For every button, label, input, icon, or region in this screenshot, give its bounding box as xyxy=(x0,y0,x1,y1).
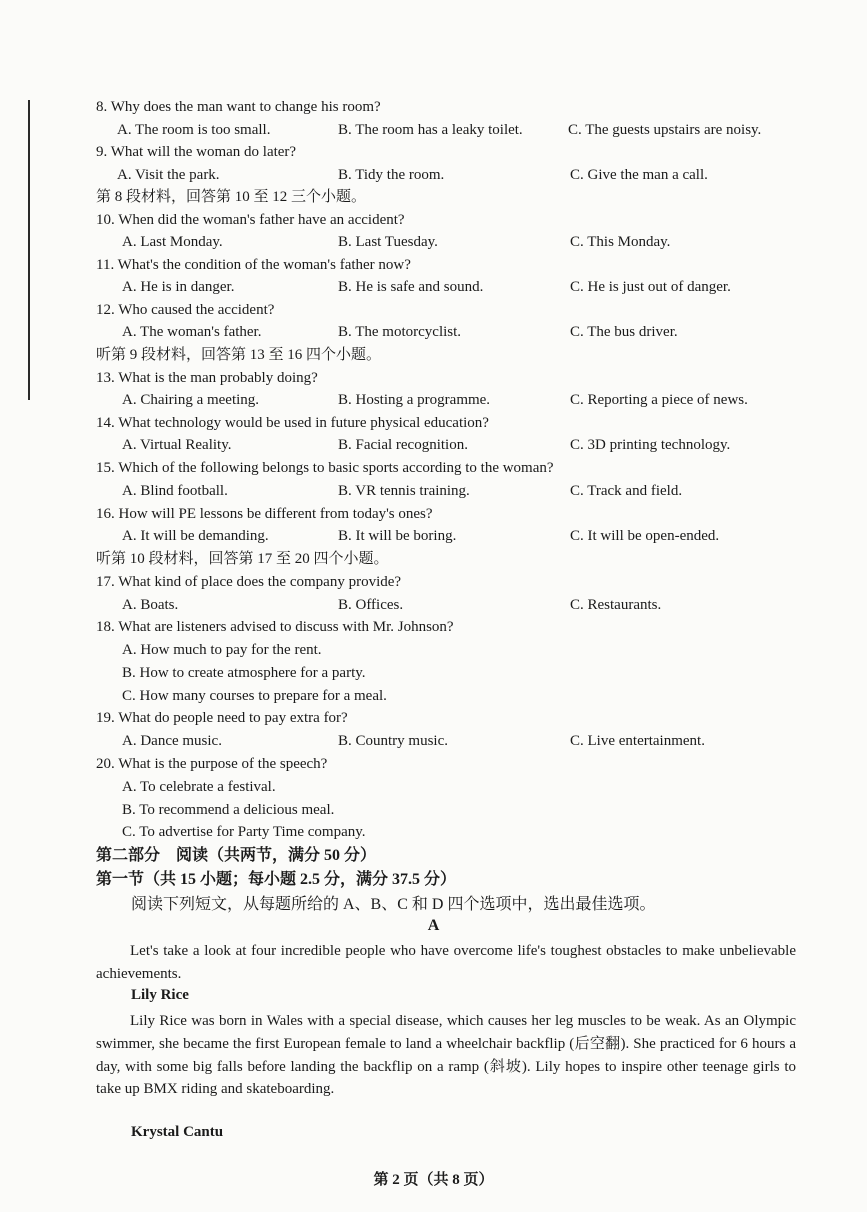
option-c: C. This Monday. xyxy=(570,234,671,250)
option-b: B. It will be boring. xyxy=(338,528,457,544)
option-b: B. Tidy the room. xyxy=(338,167,445,183)
question-10-stem: 10. When did the woman's father have an accident? xyxy=(96,212,405,228)
option-a: A. Blind football. xyxy=(122,483,228,499)
binding-margin-line xyxy=(28,100,30,400)
option-a: A. Chairing a meeting. xyxy=(122,392,260,408)
option-c: C. It will be open-ended. xyxy=(570,528,720,544)
option-a: A. Visit the park. xyxy=(117,167,220,183)
option-a: A. How much to pay for the rent. xyxy=(122,642,322,658)
option-c: C. Live entertainment. xyxy=(570,733,705,749)
question-14-stem: 14. What technology would be used in future physical education? xyxy=(96,415,489,431)
reading-instruction: 阅读下列短文，从每题所给的 A、B、C 和 D 四个选项中，选出最佳选项。 xyxy=(131,896,656,913)
passage-letter: A xyxy=(427,917,440,934)
option-c: C. Restaurants. xyxy=(570,597,662,613)
option-b: B. Facial recognition. xyxy=(338,437,468,453)
option-c: C. The guests upstairs are noisy. xyxy=(568,122,762,138)
question-20-stem: 20. What is the purpose of the speech? xyxy=(96,756,328,772)
question-12-stem: 12. Who caused the accident? xyxy=(96,302,275,318)
section-10-heading: 听第 10 段材料，回答第 17 至 20 四个小题。 xyxy=(96,551,389,567)
option-c: C. 3D printing technology. xyxy=(570,437,731,453)
option-a: A. To celebrate a festival. xyxy=(122,779,276,795)
question-17-stem: 17. What kind of place does the company provide? xyxy=(96,574,402,590)
option-b: B. Last Tuesday. xyxy=(338,234,438,250)
passage-intro: Let's take a look at four incredible people who have overcome life's toughest obstacles to make unbelievable achievements. xyxy=(96,943,796,982)
option-a: A. The room is too small. xyxy=(117,122,271,138)
question-18-stem: 18. What are listeners advised to discuss with Mr. Johnson? xyxy=(96,619,454,635)
question-15-stem: 15. Which of the following belongs to basic sports according to the woman? xyxy=(96,460,554,476)
option-c: C. Reporting a piece of news. xyxy=(570,392,748,408)
option-c: C. How many courses to prepare for a meal. xyxy=(122,688,387,704)
option-a: A. Boats. xyxy=(122,597,179,613)
option-a: A. Virtual Reality. xyxy=(122,437,232,453)
option-b: B. How to create atmosphere for a party. xyxy=(122,665,366,681)
question-9-stem: 9. What will the woman do later? xyxy=(96,144,297,160)
section-8-heading: 第 8 段材料，回答第 10 至 12 三个小题。 xyxy=(96,189,367,205)
option-c: C. He is just out of danger. xyxy=(570,279,731,295)
question-13-stem: 13. What is the man probably doing? xyxy=(96,370,318,386)
option-a: A. The woman's father. xyxy=(122,324,262,340)
paragraph-lily-rice: Lily Rice was born in Wales with a special disease, which causes her leg muscles to be weak. As an Olympic swimmer, she became the first European female to land a wheelchair backflip (后空翻). She practiced for 6 hours a day, with some big falls before landing the backflip on a ramp (斜坡). Lily hopes to inspire other teenage girls to take up BMX riding and skateboarding. xyxy=(96,1013,796,1098)
option-b: B. To recommend a delicious meal. xyxy=(122,802,335,818)
option-c: C. Give the man a call. xyxy=(570,167,708,183)
subheading-krystal-cantu: Krystal Cantu xyxy=(131,1124,224,1140)
option-b: B. He is safe and sound. xyxy=(338,279,484,295)
option-c: C. To advertise for Party Time company. xyxy=(122,824,366,840)
option-b: B. The room has a leaky toilet. xyxy=(338,122,523,138)
question-8-stem: 8. Why does the man want to change his room? xyxy=(96,99,381,115)
option-c: C. Track and field. xyxy=(570,483,683,499)
option-a: A. Last Monday. xyxy=(122,234,223,250)
subheading-lily-rice: Lily Rice xyxy=(131,987,189,1003)
question-19-stem: 19. What do people need to pay extra for? xyxy=(96,710,348,726)
question-11-stem: 11. What's the condition of the woman's father now? xyxy=(96,257,411,273)
option-a: A. He is in danger. xyxy=(122,279,235,295)
option-c: C. The bus driver. xyxy=(570,324,678,340)
option-b: B. VR tennis training. xyxy=(338,483,470,499)
page-number-footer: 第 2 页（共 8 页） xyxy=(373,1172,494,1188)
part-2-title: 第二部分 阅读（共两节，满分 50 分） xyxy=(96,847,377,864)
option-a: A. It will be demanding. xyxy=(122,528,269,544)
section-1-heading: 第一节（共 15 小题；每小题 2.5 分，满分 37.5 分） xyxy=(96,871,457,888)
option-b: B. Hosting a programme. xyxy=(338,392,491,408)
option-b: B. Offices. xyxy=(338,597,404,613)
option-a: A. Dance music. xyxy=(122,733,222,749)
option-b: B. The motorcyclist. xyxy=(338,324,462,340)
question-16-stem: 16. How will PE lessons be different from today's ones? xyxy=(96,506,433,522)
section-9-heading: 听第 9 段材料，回答第 13 至 16 四个小题。 xyxy=(96,347,382,363)
option-b: B. Country music. xyxy=(338,733,449,749)
